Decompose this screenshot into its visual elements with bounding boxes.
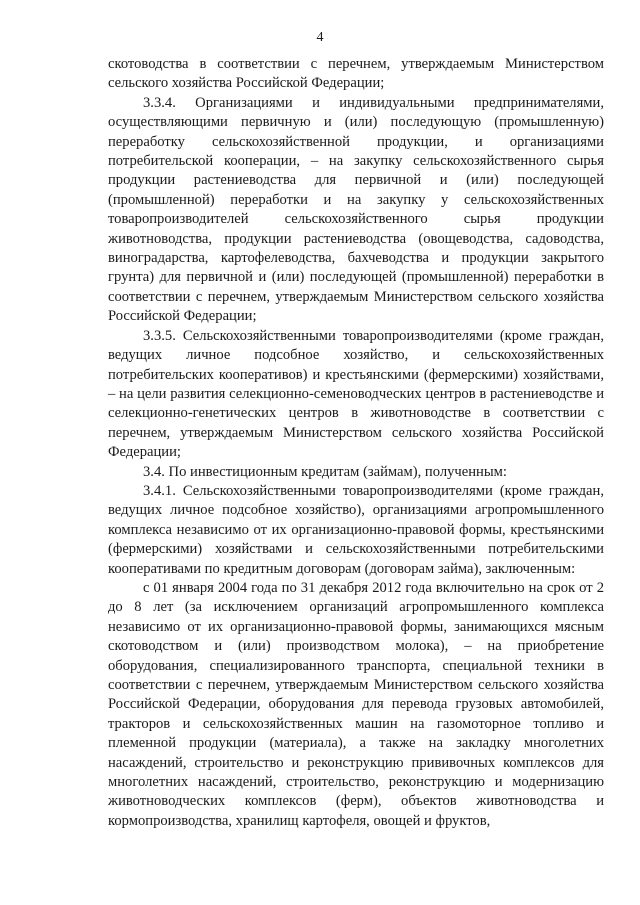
- paragraph: 3.4.1. Сельскохозяйственными товаропроизводителями (кроме граждан, ведущих личное подсобное хозяйство), организациями агропромышленного комплекса независимо от их организационно-правовой формы, крестьянскими (фермерскими) хозяйствами и сельскохозяйственными потребительскими кооперативами по кредитным договорам (договорам займа), заключенным:: [108, 482, 604, 577]
- page-number: 4: [316, 30, 324, 45]
- paragraph: скотоводства в соответствии с перечнем, утверждаемым Министерством сельского хозяйства Российской Федерации;: [108, 56, 604, 92]
- paragraph: 3.3.5. Сельскохозяйственными товаропроизводителями (кроме граждан, ведущих личное подсобное хозяйство, и сельскохозяйственных потребительских кооперативов) и крестьянскими (фермерскими) хозяйствами, – на цели развития селекционно-семеноводческих центров в растениеводстве и селекционно-генетических центров в животноводстве в соответствии с перечнем, утверждаемым Министерством сельского хозяйства Российской Федерации;: [108, 327, 604, 461]
- paragraph: 3.4. По инвестиционным кредитам (займам), полученным:: [143, 463, 507, 480]
- document-body: [108, 55, 604, 831]
- paragraph: с 01 января 2004 года по 31 декабря 2012 года включительно на срок от 2 до 8 лет (за исключением организаций агропромышленного комплекса независимо от их организационно-правовой формы, занимающихся мясным скотоводством и (или) производством молока), – на приобретение оборудования, специализированного транспорта, специальной техники в соответствии с перечнем, утверждаемым Министерством сельского хозяйства Российской Федерации, оборудования для перевода грузовых автомобилей, тракторов и сельскохозяйственных машин на газомоторное топливо и племенной продукции (материала), а также на закладку многолетних насаждений, строительство и реконструкцию прививочных комплексов для многолетних насаждений, строительство, реконструкцию и модернизацию животноводческих комплексов (ферм), объектов животноводства и кормопроизводства, хранилищ картофеля, овощей и фруктов,: [108, 579, 604, 829]
- paragraph: 3.3.4. Организациями и индивидуальными предпринимателями, осуществляющими первичную и (или) последующую (промышленную) переработку сельскохозяйственной продукции, и организациями потребительской кооперации, – на закупку сельскохозяйственного сырья продукции растениеводства для первичной и (или) последующей (промышленной) переработки и на закупку у сельскохозяйственных товаропроизводителей сельскохозяйственного сырья продукции животноводства, продукции растениеводства (овощеводства, садоводства, виноградарства, картофелеводства, бахчеводства и продукции закрытого грунта) для первичной и (или) последующей (промышленной) переработки в соответствии с перечнем, утверждаемым Министерством сельского хозяйства Российской Федерации;: [108, 94, 604, 325]
